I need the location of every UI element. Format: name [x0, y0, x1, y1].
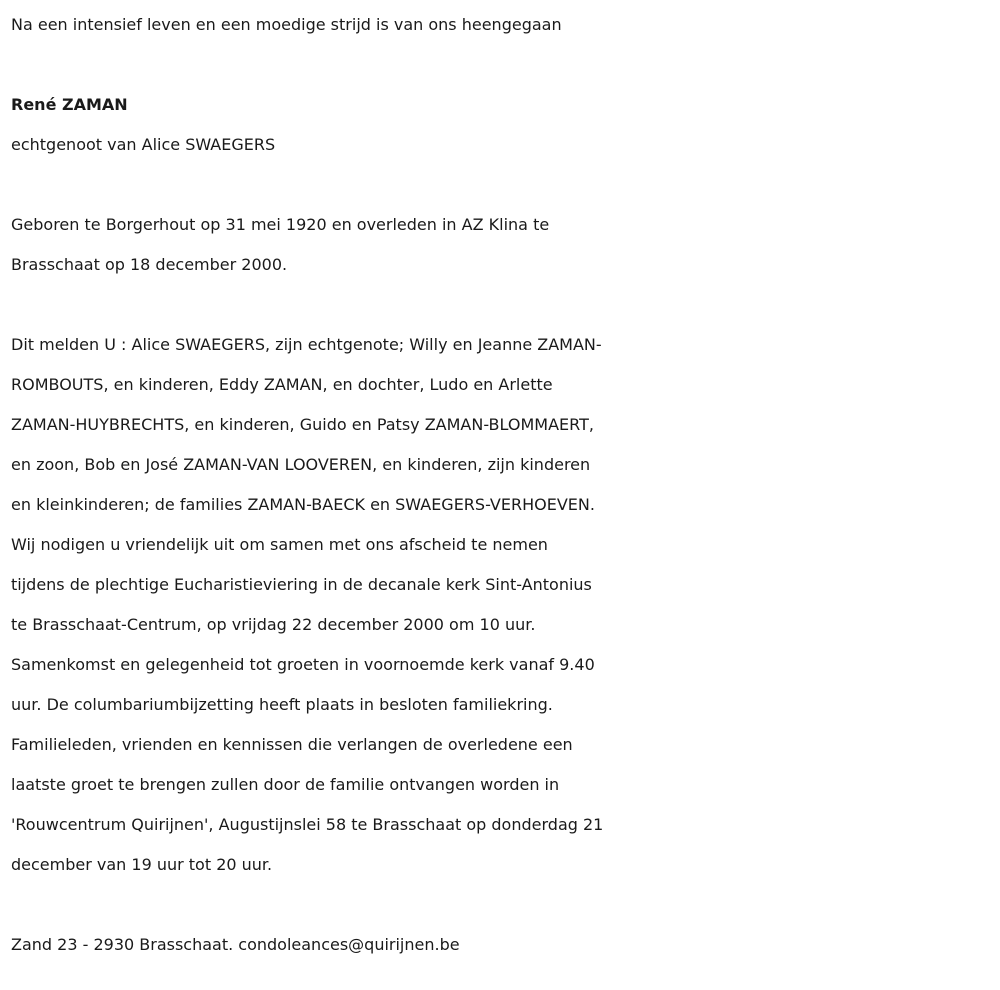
paragraph-line: Geboren te Borgerhout op 31 mei 1920 en overleden in AZ Klina te — [11, 215, 550, 234]
paragraph-line: te Brasschaat-Centrum, op vrijdag 22 december 2000 om 10 uur. — [11, 615, 536, 634]
paragraph-line: en kleinkinderen; de families ZAMAN-BAECK en SWAEGERS-VERHOEVEN. — [11, 495, 595, 514]
spacer — [11, 165, 991, 205]
spacer — [11, 45, 991, 85]
paragraph-line: 'Rouwcentrum Quirijnen', Augustijnslei 58 te Brasschaat op donderdag 21 — [11, 815, 604, 834]
paragraph-line: uur. De columbariumbijzetting heeft plaats in besloten familiekring. — [11, 695, 553, 714]
paragraph-line: Samenkomst en gelegenheid tot groeten in voornoemde kerk vanaf 9.40 — [11, 655, 595, 674]
intro-text: Na een intensief leven en een moedige strijd is van ons heengegaan — [11, 15, 562, 34]
paragraph-line: Wij nodigen u vriendelijk uit om samen met ons afscheid te nemen — [11, 535, 548, 554]
paragraph-line: Dit melden U : Alice SWAEGERS, zijn echtgenote; Willy en Jeanne ZAMAN- — [11, 335, 602, 354]
spacer — [11, 885, 991, 925]
announcement-paragraph — [11, 325, 991, 885]
paragraph-line: Brasschaat op 18 december 2000. — [11, 255, 288, 274]
paragraph-line: en zoon, Bob en José ZAMAN-VAN LOOVEREN, en kinderen, zijn kinderen — [11, 455, 591, 474]
paragraph-line: december van 19 uur tot 20 uur. — [11, 855, 273, 874]
spouse-line: echtgenoot van Alice SWAEGERS — [11, 135, 276, 154]
obituary-notice — [11, 5, 991, 965]
paragraph-line: laatste groet te brengen zullen door de familie ontvangen worden in — [11, 775, 560, 794]
deceased-name: René ZAMAN — [11, 95, 128, 114]
birth-death-paragraph — [11, 205, 991, 285]
paragraph-line: tijdens de plechtige Eucharistieviering in de decanale kerk Sint-Antonius — [11, 575, 592, 594]
paragraph-line: Familieleden, vrienden en kennissen die verlangen de overledene een — [11, 735, 573, 754]
paragraph-line: ROMBOUTS, en kinderen, Eddy ZAMAN, en dochter, Ludo en Arlette — [11, 375, 553, 394]
spacer — [11, 285, 991, 325]
contact-footer: Zand 23 - 2930 Brasschaat. condoleances@quirijnen.be — [11, 935, 460, 954]
paragraph-line: ZAMAN-HUYBRECHTS, en kinderen, Guido en Patsy ZAMAN-BLOMMAERT, — [11, 415, 594, 434]
